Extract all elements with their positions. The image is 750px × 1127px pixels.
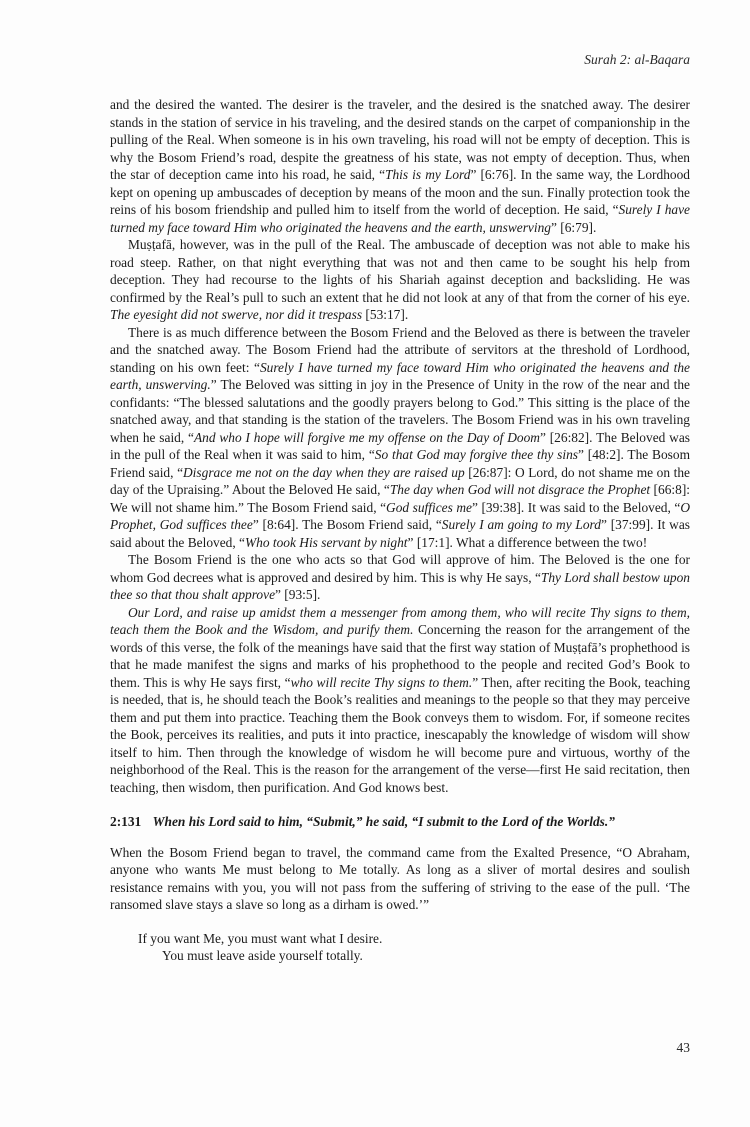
verse-text: When his Lord said to him, “Submit,” he said, “I submit to the Lord of the Worlds.” xyxy=(152,814,615,829)
text-run: and the desired the wanted. The desirer is the traveler, and the desired is the snatched away. The desirer stands in the station of service in his traveling, and the desired stands on the carpet of companionship in the pulling of the Real. When someone is in his own traveling, his road will not be empty of deception. This is why the Bosom Friend’s road, despite the greatness of his state, was not empty of deception. Thus, when the star of deception came into his road, he said, “ xyxy=(110,97,690,182)
text-run: [53:17]. xyxy=(362,307,409,322)
text-run: ” [48:2]. The Bosom Friend said, “ xyxy=(110,447,690,480)
paragraph-bosom-friend-travel xyxy=(110,844,690,914)
text-run: ” [26:82]. The Beloved was in the pull of the Real when it was said to him, “ xyxy=(110,429,690,462)
text-run: ” [39:38]. It was said to the Beloved, “ xyxy=(471,499,681,515)
text-run: Who took His servant by night xyxy=(245,534,408,550)
couplet xyxy=(110,930,690,965)
text-run: There is as much difference between the Bosom Friend and the Beloved as there is between the traveler and the snatched away. The Bosom Friend had the attribute of servitors at the threshold of Lordhood, standing on his own feet: “ xyxy=(110,324,690,375)
verse-number: 2:131 xyxy=(110,814,142,829)
text-run: ” [17:1]. What a difference between the two! xyxy=(407,534,648,550)
text-run: Surely I have turned my face toward Him who originated the heavens and the earth, unswerving xyxy=(110,202,690,235)
text-run: [26:87]: O Lord, do not shame me on the day of the Upraising.” About the Beloved He said, “ xyxy=(110,464,690,497)
text-run: When the Bosom Friend began to travel, the command came from the Exalted Presence, “O Abraham, anyone who wants Me must belong to Me totally. As long as a sliver of mortal desires and soulish resistance remains with you, you will not pass from the suffering of striving to the ease of the pull. ‘The ransomed slave stays a slave so long as a dirham is owed.’” xyxy=(110,844,690,912)
text-run: ” The Beloved was sitting in joy in the Presence of Unity in the row of the near and the confidants: “The blessed salutations and the goodly prayers belong to God.” This sitting is the place of the snatched away, and that standing is the station of the travelers. The Bosom Friend was in his own traveling when he said, “ xyxy=(110,377,690,445)
text-run: Surely I have turned my face toward Him who originated the heavens and the earth, unswerving. xyxy=(110,359,690,392)
paragraph-approval xyxy=(110,551,690,604)
text-run: Surely I am going to my Lord xyxy=(441,517,601,532)
text-run: O Prophet, God suffices thee xyxy=(110,499,690,532)
text-run: So that God may forgive thee thy sins xyxy=(374,447,579,462)
page-number: 43 xyxy=(676,1040,690,1055)
text-run: ” [6:79]. xyxy=(550,219,597,235)
text-run: Thy Lord shall bestow upon thee so that thou shalt approve xyxy=(110,569,690,602)
text-run: God suffices me xyxy=(386,499,472,515)
paragraph-mustafa-pull xyxy=(110,236,690,324)
text-block xyxy=(110,96,690,965)
text-run: Our Lord, and raise up amidst them a messenger from among them, who will recite Thy signs to them, teach them the Book and the Wisdom, and purify them. xyxy=(110,604,690,637)
verse-heading xyxy=(110,813,690,831)
running-header: Surah 2: al-Baqara xyxy=(584,52,690,67)
text-run: [66:8]: We will not shame him.” The Bosom Friend said, “ xyxy=(110,482,690,515)
text-run: Concerning the reason for the arrangement of the words of this verse, the folk of the meanings have said that the first way station of Muṣṭafā’s prophethood is that he made manifest the signs and marks of his prophethood to the people and recited God’s Book to them. This is why He says first, “ xyxy=(110,622,690,690)
text-run: The Bosom Friend is the one who acts so that God will approve of him. The Beloved is the one for whom God decrees what is approved and desired by him. This is why He says, “ xyxy=(110,552,690,585)
text-run: Disgrace me not on the day when they are raised up xyxy=(183,464,465,480)
paragraph-our-lord-commentary xyxy=(110,604,690,797)
couplet-line: You must leave aside yourself totally. xyxy=(162,948,363,963)
paragraph-difference-friend-beloved xyxy=(110,324,690,552)
couplet-line: If you want Me, you must want what I desire. xyxy=(138,930,383,946)
text-run: who will recite Thy signs to them. xyxy=(290,674,473,690)
text-run: The eyesight did not swerve, nor did it trespass xyxy=(110,307,363,322)
text-run: This is my Lord xyxy=(385,167,471,182)
text-run: And who I hope will forgive me my offense on the Day of Doom xyxy=(193,429,540,445)
text-run: Muṣṭafā, however, was in the pull of the Real. The ambuscade of deception was not able to make his road steep. Rather, on that night everything that was not and then came to be sought his help from deception. They had recourse to the lights of his Shariah against deception and backsliding. He was confirmed by the Real’s pull to such an extent that he did not look at any of that from the corner of his eye. xyxy=(110,237,690,305)
text-run: ” Then, after reciting the Book, teaching is needed, that is, he should teach the Book’s realities and meanings to the people so that they may perceive them and put them into practice. Teaching them the Book conveys them to wisdom. For, if someone recites the Book, perceives its realities, and puts it into practice, inescapably the knowledge of wisdom will show itself to him. Then through the knowledge of wisdom he will become pure and virtuous, worthy of the neighborhood of the Real. This is the reason for the arrangement of the verse—first He said recitation, then teaching, then wisdom, then purification. And God knows best. xyxy=(110,674,691,795)
text-run: ” [6:76]. In the same way, the Lordhood kept on opening up ambuscades of deception by means of the moon and the sun. Finally protection took the reins of his bosom friendship and pulled him to itself from the world of deception. He said, “ xyxy=(110,167,690,217)
text-run: ” [93:5]. xyxy=(275,587,321,602)
text-run: ” [8:64]. The Bosom Friend said, “ xyxy=(252,517,442,532)
text-run: The day when God will not disgrace the Prophet xyxy=(389,482,651,497)
text-run: ” [37:99]. It was said about the Beloved, “ xyxy=(110,517,690,550)
paragraph-continuation xyxy=(110,96,690,236)
